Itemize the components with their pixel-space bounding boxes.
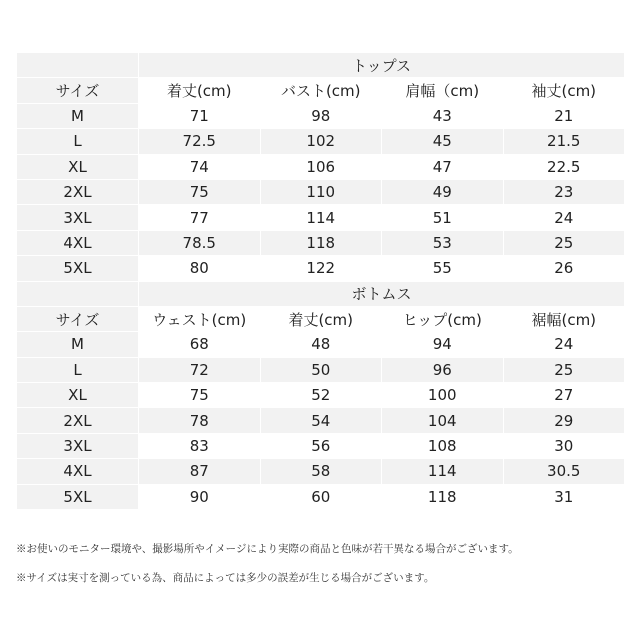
table-row (17, 205, 625, 230)
size-label: 5XL (17, 256, 139, 281)
measurement-cell: 29 (503, 408, 625, 433)
measurement-cell: 55 (382, 256, 504, 281)
measurement-cell: 51 (382, 205, 504, 230)
measurement-cell: 104 (382, 408, 504, 433)
measurement-cell: 30.5 (503, 459, 625, 484)
measurement-cell: 77 (139, 205, 261, 230)
measurement-cell: 24 (503, 332, 625, 357)
measurement-cell: 75 (139, 383, 261, 408)
table-row (17, 256, 625, 281)
tops-column-header: バスト(cm) (260, 78, 382, 103)
measurement-cell: 23 (503, 179, 625, 204)
note-size: ※サイズは実寸を測っている為、商品によっては多少の誤差が生じる場合がございます。 (16, 572, 435, 584)
measurement-cell: 25 (503, 230, 625, 255)
measurement-cell: 114 (260, 205, 382, 230)
measurement-cell: 96 (382, 357, 504, 382)
measurement-cell: 110 (260, 179, 382, 204)
measurement-cell: 106 (260, 154, 382, 179)
size-label: 2XL (17, 179, 139, 204)
measurement-cell: 21 (503, 103, 625, 128)
size-label: 3XL (17, 205, 139, 230)
measurement-cell: 47 (382, 154, 504, 179)
size-label: 2XL (17, 408, 139, 433)
measurement-cell: 87 (139, 459, 261, 484)
table-row (17, 408, 625, 433)
measurement-cell: 98 (260, 103, 382, 128)
size-label: 4XL (17, 459, 139, 484)
measurement-cell: 22.5 (503, 154, 625, 179)
size-label: L (17, 129, 139, 154)
measurement-cell: 118 (382, 484, 504, 509)
bottoms-column-header: サイズ (17, 306, 139, 331)
size-label: XL (17, 154, 139, 179)
measurement-cell: 78 (139, 408, 261, 433)
measurement-cell: 27 (503, 383, 625, 408)
measurement-cell: 50 (260, 357, 382, 382)
measurement-cell: 31 (503, 484, 625, 509)
measurement-cell: 56 (260, 433, 382, 458)
size-table (16, 52, 625, 510)
table-row (17, 332, 625, 357)
measurement-cell: 118 (260, 230, 382, 255)
measurement-cell: 24 (503, 205, 625, 230)
measurement-cell: 54 (260, 408, 382, 433)
table-row (17, 230, 625, 255)
table-row (17, 103, 625, 128)
measurement-cell: 80 (139, 256, 261, 281)
measurement-cell: 100 (382, 383, 504, 408)
measurement-cell: 45 (382, 129, 504, 154)
bottoms-title-row (17, 281, 625, 306)
table-row (17, 383, 625, 408)
measurement-cell: 75 (139, 179, 261, 204)
measurement-cell: 52 (260, 383, 382, 408)
bottoms-corner (17, 281, 139, 306)
measurement-cell: 114 (382, 459, 504, 484)
table-row (17, 179, 625, 204)
table-row (17, 154, 625, 179)
size-label: 4XL (17, 230, 139, 255)
measurement-cell: 48 (260, 332, 382, 357)
table-row (17, 357, 625, 382)
measurement-cell: 72.5 (139, 129, 261, 154)
bottoms-column-header: 着丈(cm) (260, 306, 382, 331)
measurement-cell: 58 (260, 459, 382, 484)
measurement-cell: 25 (503, 357, 625, 382)
measurement-cell: 122 (260, 256, 382, 281)
measurement-cell: 30 (503, 433, 625, 458)
tops-corner (17, 53, 139, 78)
table-row (17, 484, 625, 509)
tops-section-title: トップス (139, 53, 625, 78)
size-label: 5XL (17, 484, 139, 509)
measurement-cell: 71 (139, 103, 261, 128)
bottoms-column-header: 裾幅(cm) (503, 306, 625, 331)
bottoms-header-row (17, 306, 625, 331)
measurement-cell: 60 (260, 484, 382, 509)
measurement-cell: 43 (382, 103, 504, 128)
tops-column-header: サイズ (17, 78, 139, 103)
size-label: 3XL (17, 433, 139, 458)
measurement-cell: 78.5 (139, 230, 261, 255)
measurement-cell: 49 (382, 179, 504, 204)
measurement-cell: 72 (139, 357, 261, 382)
size-label: M (17, 103, 139, 128)
size-label: L (17, 357, 139, 382)
tops-column-header: 着丈(cm) (139, 78, 261, 103)
tops-column-header: 肩幅（cm) (382, 78, 504, 103)
measurement-cell: 108 (382, 433, 504, 458)
measurement-cell: 68 (139, 332, 261, 357)
bottoms-column-header: ウェスト(cm) (139, 306, 261, 331)
table-row (17, 459, 625, 484)
tops-header-row (17, 78, 625, 103)
measurement-cell: 53 (382, 230, 504, 255)
tops-column-header: 袖丈(cm) (503, 78, 625, 103)
measurement-cell: 26 (503, 256, 625, 281)
measurement-cell: 83 (139, 433, 261, 458)
size-chart (16, 52, 624, 510)
bottoms-section-title: ボトムス (139, 281, 625, 306)
table-row (17, 433, 625, 458)
measurement-cell: 74 (139, 154, 261, 179)
measurement-cell: 21.5 (503, 129, 625, 154)
note-color: ※お使いのモニター環境や、撮影場所やイメージにより実際の商品と色味が若干異なる場合がございます。 (16, 543, 519, 555)
size-label: M (17, 332, 139, 357)
measurement-cell: 94 (382, 332, 504, 357)
measurement-cell: 102 (260, 129, 382, 154)
tops-title-row (17, 53, 625, 78)
size-label: XL (17, 383, 139, 408)
bottoms-column-header: ヒップ(cm) (382, 306, 504, 331)
measurement-cell: 90 (139, 484, 261, 509)
table-row (17, 129, 625, 154)
